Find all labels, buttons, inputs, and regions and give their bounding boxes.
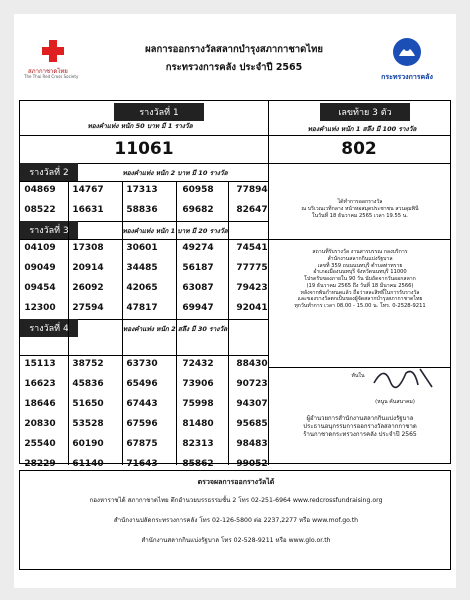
prize-number: 85862 (182, 459, 214, 469)
info-line: สถานที่รับรางวัล งานสารบรรณ กองบริการ (312, 249, 408, 255)
prize-number: 49274 (182, 243, 214, 253)
prize-number: 26092 (72, 283, 104, 293)
red-cross-logo-text: สภากาชาดไทย (28, 68, 68, 75)
prize1-header (56, 103, 256, 121)
prize-number: 72432 (182, 359, 214, 369)
prize-number: 47817 (126, 303, 158, 313)
prize-number: 67596 (126, 419, 158, 429)
prize-number: 88430 (236, 359, 268, 369)
prize-number: 61140 (72, 459, 104, 469)
prize-number: 34485 (126, 263, 158, 273)
prize-number: 53528 (72, 419, 104, 429)
info-line: ณ บริเวณเวทีกลาง หน้าหอสมุดประชาชน สวนลุมพินี (301, 205, 419, 212)
prize-number: 51650 (72, 399, 104, 409)
prize3-label: รางวัลที่ 3 (20, 221, 78, 239)
info-line: เลขที่ 359 ถนนนนทบุรี ตำบลท่าทราย (317, 262, 403, 269)
prize2-label: รางวัลที่ 2 (20, 163, 78, 181)
signer-title (272, 415, 448, 438)
prize-number: 12300 (24, 303, 56, 313)
prize-number: 98483 (236, 439, 268, 449)
signer-name: (หนูน คันสนาคม) (375, 399, 415, 405)
prize-number: 58836 (126, 205, 158, 215)
prize-number: 17313 (126, 185, 158, 195)
prize-number: 28229 (24, 459, 56, 469)
footer-heading: ตรวจผลการออกรางวัลได้ (197, 478, 275, 486)
draw-info (272, 199, 448, 219)
prize-number: 63730 (126, 359, 158, 369)
footer (19, 470, 451, 570)
prize-number: 17308 (72, 243, 104, 253)
prize-number: 56187 (182, 263, 214, 273)
page-title: ผลการออกรางวัลสลากบำรุงสภากาชาดไทย (145, 44, 323, 55)
prize1-desc: ทองคำแท่ง หนัก 50 บาท มี 1 รางวัล (87, 122, 193, 130)
info-line: โปรดรับของภายใน 90 วัน นับถัดจากวันออกสลาก (304, 276, 416, 282)
ministry-logo-label: กระทรวงการคลัง (381, 73, 433, 81)
prize-number: 95685 (236, 419, 268, 429)
red-cross-icon (42, 40, 64, 62)
prize-number: 38752 (72, 359, 104, 369)
prize-number: 99052 (236, 459, 268, 469)
prize4-label: รางวัลที่ 4 (20, 319, 78, 337)
prize-number: 60958 (182, 185, 214, 195)
prize-number: 81480 (182, 419, 214, 429)
checked-label: ทันใน (351, 373, 365, 379)
prize-number: 45836 (72, 379, 104, 389)
prize-number: 04109 (24, 243, 56, 253)
prize-number: 67875 (126, 439, 158, 449)
claim-info (272, 249, 448, 310)
prize-number: 92041 (236, 303, 268, 313)
prize-number: 65496 (126, 379, 158, 389)
prize-number: 82647 (236, 205, 268, 215)
prize-number: 77775 (236, 263, 268, 273)
last3-number: 802 (341, 139, 377, 159)
info-line: ประธานอนุกรรมการออกรางวัลสลากกาชาด (303, 422, 417, 430)
prize-number: 16631 (72, 205, 104, 215)
header (14, 14, 456, 94)
prize2-desc: ทองคำแท่ง หนัก 2 บาท มี 10 รางวัล (122, 169, 228, 177)
prize1-number: 11061 (114, 139, 174, 159)
prize-number: 09049 (24, 263, 56, 273)
prize-number: 04869 (24, 185, 56, 195)
info-line: ร้านกาชาดกระทรวงการคลัง ประจำปี 2565 (303, 430, 417, 438)
info-line: อำเภอเมืองนนทบุรี จังหวัดนนทบุรี 11000 (313, 269, 407, 276)
prize-number: 20914 (72, 263, 104, 273)
prize-number: 74541 (236, 243, 268, 253)
prize-number: 69947 (182, 303, 214, 313)
info-line: ผู้อำนวยการสำนักงานสลากกินแบ่งรัฐบาล (306, 415, 414, 422)
last3-desc: ทองคำแท่ง หนัก 1 สลึง มี 100 รางวัล (307, 125, 417, 133)
prize-number: 27594 (72, 303, 104, 313)
prize1-label: รางวัลที่ 1 (114, 103, 204, 121)
prize-number: 30601 (126, 243, 158, 253)
prize4-desc: ทองคำแท่ง หนัก 2 สลึง มี 30 รางวัล (122, 325, 228, 333)
info-line: สำนักงานสลากกินแบ่งรัฐบาล (327, 255, 393, 262)
info-line: หลังจากพ้นกำหนดแล้ว ถือว่าสละสิทธิ์ในการรับรางวัล (300, 289, 420, 296)
footer-line2: สำนักงานปลัดกระทรวงการคลัง โทร 02-126-5800 ต่อ 2237,2277 หรือ www.mof.go.th (113, 517, 359, 524)
red-cross-logo-subtext: The Thai Red Cross Society (24, 74, 79, 79)
page-subtitle: กระทรวงการคลัง ประจำปี 2565 (165, 62, 303, 73)
prize-number: 42065 (126, 283, 158, 293)
signature-icon (370, 363, 440, 391)
prize-number: 25540 (24, 439, 56, 449)
result-sheet (14, 14, 456, 588)
prize-number: 75998 (182, 399, 214, 409)
prize-number: 63087 (182, 283, 214, 293)
info-line: ในวันที่ 18 ธันวาคม 2565 เวลา 19.55 น. (312, 212, 408, 219)
info-line: ได้ทำการออกรางวัล (337, 199, 383, 205)
prize-number: 60190 (72, 439, 104, 449)
prize-number: 15113 (24, 359, 56, 369)
prize-number: 94307 (236, 399, 268, 409)
prize-number: 73906 (182, 379, 214, 389)
prize-number: 20830 (24, 419, 56, 429)
last3-label: เลขท้าย 3 ตัว (320, 103, 410, 121)
info-line: ทุกวันทำการ เวลา 08.00 - 15.00 น. โทร. 0-2528-9211 (294, 303, 426, 309)
prize-number: 69682 (182, 205, 214, 215)
prize-number: 14767 (72, 185, 104, 195)
prize-number: 18646 (24, 399, 56, 409)
footer-line1: กองหาราชได้ สภากาชาดไทย ตึกอำนวยบรรธรรมชั้น 2 โทร 02-251-6964 www.redcrossfundraising.org (89, 497, 383, 504)
prize-number: 08522 (24, 205, 56, 215)
info-line: และของรางวัลตกเป็นของผู้จัดสลากบำรุงสภากาชาดไทย (297, 296, 423, 303)
prize-number: 79423 (236, 283, 268, 293)
prize-number: 90723 (236, 379, 268, 389)
prize-number: 71643 (126, 459, 158, 469)
footer-line3: สำนักงานสลากกินแบ่งรัฐบาล โทร 02-528-9211 หรือ www.glo.or.th (141, 537, 331, 544)
info-line: (19 ธันวาคม 2565 ถึง วันที่ 18 มีนาคม 2566) (306, 282, 414, 289)
prize-number: 67443 (126, 399, 158, 409)
prize-number: 77894 (236, 185, 268, 195)
ministry-emblem-icon (389, 34, 425, 70)
prize-table (19, 100, 451, 469)
prize-number: 82313 (182, 439, 214, 449)
prize-number: 09454 (24, 283, 56, 293)
prize3-desc: ทองคำแท่ง หนัก 1 บาท มี 20 รางวัล (122, 227, 228, 235)
prize-number: 16623 (24, 379, 56, 389)
